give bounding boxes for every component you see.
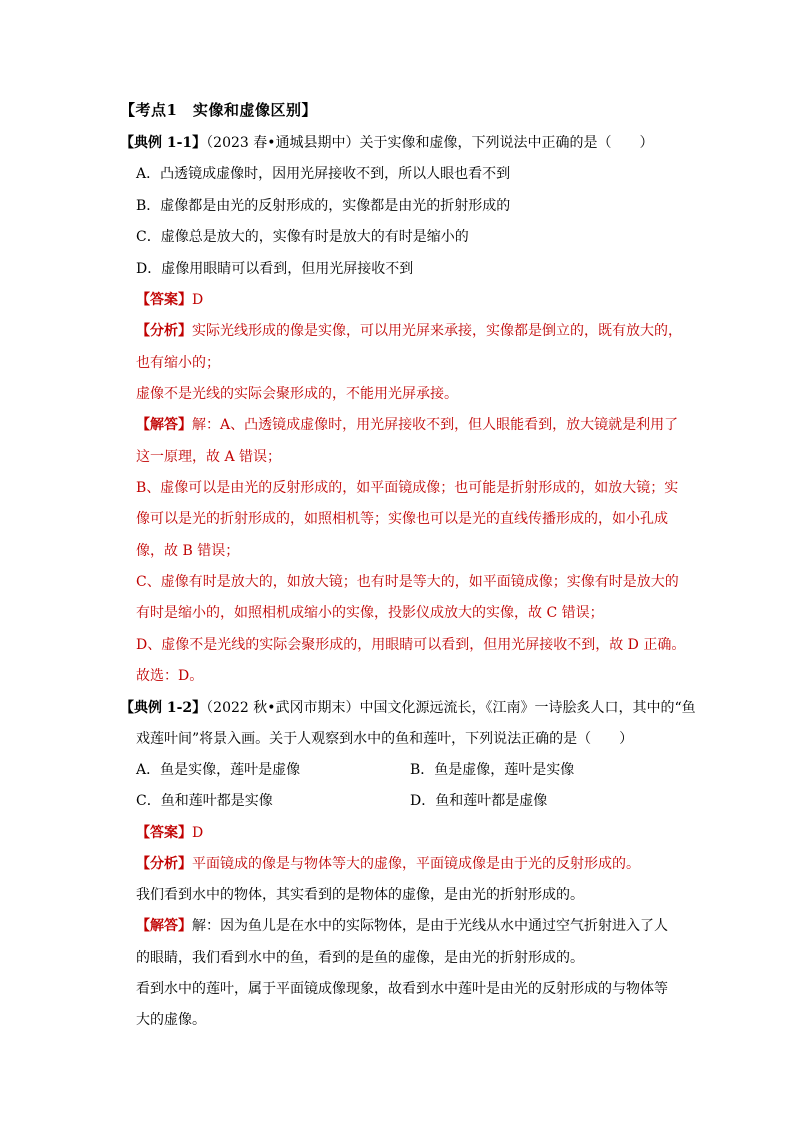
example-1-1-solution-line-9: 故选：D。 bbox=[136, 668, 204, 684]
analysis-text: 实际光线形成的像是实像，可以用光屏来承接，实像都是倒立的，既有放大的， bbox=[192, 323, 682, 339]
example-1-2-stem-line-2: 戏莲叶间”将景入画。关于人观察到水中的鱼和莲叶，下列说法正确的是（ ） bbox=[136, 731, 634, 747]
answer-value: D bbox=[192, 825, 204, 841]
example-1-1-tag: 【典例 1-1】 bbox=[120, 135, 207, 151]
solution-text: 解：A、凸透镜成虚像时，用光屏接收不到，但人眼能看到，放大镜就是利用了 bbox=[192, 417, 679, 433]
example-1-2-solution-line-1 bbox=[136, 916, 668, 936]
example-1-1-solution-line-8: D、虚像不是光线的实际会聚形成的，用眼睛可以看到，但用光屏接收不到，故 D 正确。 bbox=[136, 637, 686, 653]
example-1-1-option-b: B．虚像都是由光的反射形成的，实像都是由光的折射形成的 bbox=[136, 198, 511, 214]
example-1-2-option-a: A．鱼是实像，莲叶是虚像 bbox=[136, 762, 301, 778]
example-1-1-option-a: A．凸透镜成虚像时，因用光屏接收不到，所以人眼也看不到 bbox=[136, 166, 511, 182]
example-1-2-solution-line-4: 大的虚像。 bbox=[136, 1012, 206, 1028]
example-1-1-answer bbox=[136, 290, 203, 310]
example-1-2-question: （2022 秋•武冈市期末）中国文化源远流长，《江南》一诗脍炙人口，其中的“鱼 bbox=[206, 700, 696, 716]
analysis-tag: 【分析】 bbox=[136, 856, 192, 872]
example-1-1-analysis-line-1 bbox=[136, 321, 682, 341]
example-1-1-solution-line-7: 有时是缩小的，如照相机成缩小的实像，投影仪成放大的实像，故 C 错误； bbox=[136, 605, 604, 621]
example-1-1-option-c: C．虚像总是放大的，实像有时是放大的有时是缩小的 bbox=[136, 229, 469, 245]
example-1-2-analysis-line-2: 我们看到水中的物体，其实看到的是物体的虚像，是由光的折射形成的。 bbox=[136, 887, 584, 903]
example-1-2-solution-line-2: 的眼睛，我们看到水中的鱼，看到的是鱼的虚像，是由光的折射形成的。 bbox=[136, 950, 584, 966]
solution-tag: 【解答】 bbox=[136, 918, 192, 934]
example-1-1-solution-line-4: 像可以是光的折射形成的，如照相机等；实像也可以是光的直线传播形成的，如小孔成 bbox=[136, 511, 668, 527]
solution-tag: 【解答】 bbox=[136, 417, 192, 433]
analysis-text: 平面镜成的像是与物体等大的虚像，平面镜成像是由于光的反射形成的。 bbox=[192, 856, 640, 872]
example-1-1-option-d: D．虚像用眼睛可以看到，但用光屏接收不到 bbox=[136, 261, 414, 277]
example-1-1-solution-line-3: B、虚像可以是由光的反射形成的，如平面镜成像；也可能是折射形成的，如放大镜；实 bbox=[136, 480, 679, 496]
example-1-2-answer bbox=[136, 823, 203, 843]
example-1-1-stem bbox=[120, 133, 654, 153]
example-1-1-solution-line-6: C、虚像有时是放大的，如放大镜；也有时是等大的，如平面镜成像；实像有时是放大的 bbox=[136, 574, 679, 590]
example-1-1-solution-line-1 bbox=[136, 415, 678, 435]
example-1-1-solution-line-2: 这一原理，故 A 错误； bbox=[136, 449, 282, 465]
solution-text: 解：因为鱼儿是在水中的实际物体，是由于光线从水中通过空气折射进入了人 bbox=[192, 918, 668, 934]
answer-tag: 【答案】 bbox=[136, 292, 192, 308]
example-1-2-option-b: B．鱼是虚像，莲叶是实像 bbox=[410, 762, 575, 778]
example-1-2-option-c: C．鱼和莲叶都是实像 bbox=[136, 793, 273, 809]
answer-value: D bbox=[192, 292, 204, 308]
example-1-2-analysis-line-1 bbox=[136, 854, 640, 874]
section-title: 【考点1 实像和虚像区别】 bbox=[120, 101, 317, 119]
example-1-1-analysis-line-2: 也有缩小的； bbox=[136, 355, 220, 371]
example-1-1-analysis-line-3: 虚像不是光线的实际会聚形成的，不能用光屏承接。 bbox=[136, 386, 458, 402]
example-1-1-question: （2023 春•通城县期中）关于实像和虚像，下列说法中正确的是（ ） bbox=[206, 135, 654, 151]
analysis-tag: 【分析】 bbox=[136, 323, 192, 339]
example-1-1-solution-line-5: 像，故 B 错误； bbox=[136, 543, 240, 559]
example-1-2-solution-line-3: 看到水中的莲叶，属于平面镜成像现象，故看到水中莲叶是由光的反射形成的与物体等 bbox=[136, 981, 668, 997]
example-1-2-tag: 【典例 1-2】 bbox=[120, 700, 207, 716]
answer-tag: 【答案】 bbox=[136, 825, 192, 841]
example-1-2-stem-line-1 bbox=[120, 698, 696, 718]
example-1-2-option-d: D．鱼和莲叶都是虚像 bbox=[410, 793, 548, 809]
